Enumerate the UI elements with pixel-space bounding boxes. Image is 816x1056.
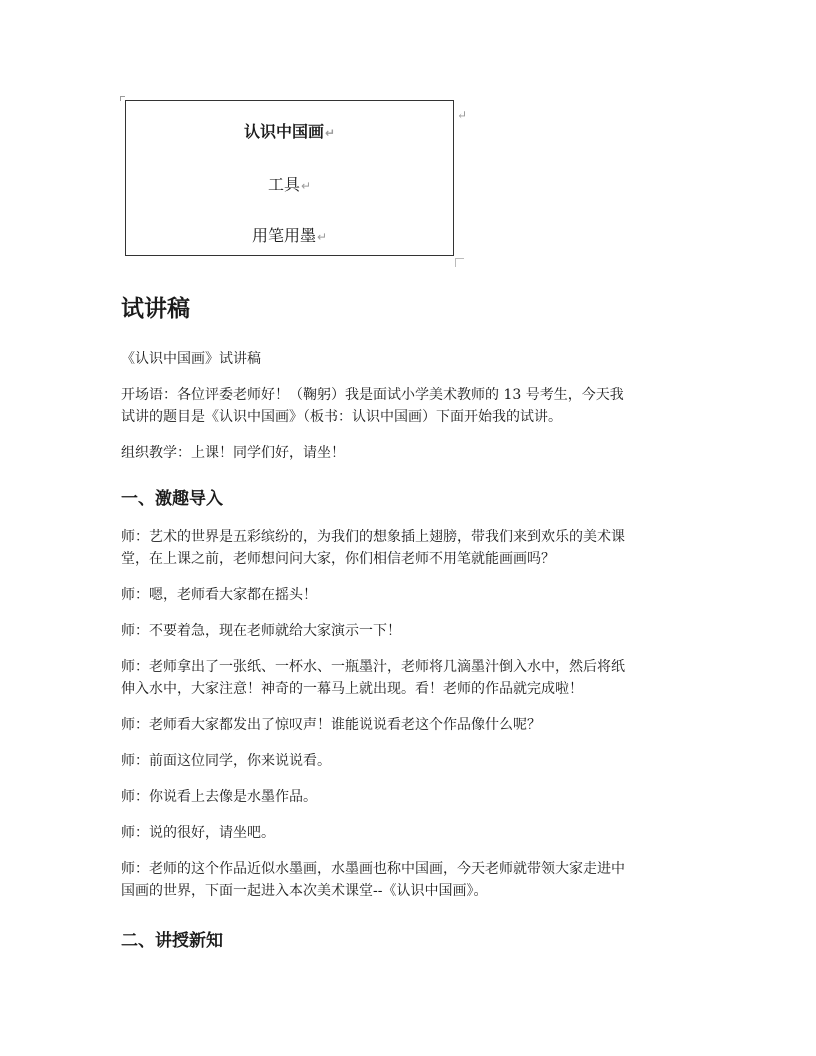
page-heading: 试讲稿 — [121, 296, 190, 322]
row-end-mark-icon: ↵ — [457, 108, 468, 122]
blackboard-outline-box — [125, 100, 454, 256]
section-1-line: 伸入水中，大家注意！神奇的一幕马上就出现。看！老师的作品就完成啦！ — [121, 681, 583, 697]
doc-subtitle: 《认识中国画》试讲稿 — [121, 351, 261, 367]
section-1-heading: 一、激趣导入 — [121, 489, 223, 509]
board-line-tools-text: 工具 — [267, 175, 300, 194]
board-title-text: 认识中国画 — [243, 122, 324, 141]
board-line-tools — [126, 172, 453, 195]
section-1-line: 师：艺术的世界是五彩缤纷的，为我们的想象插上翅膀，带我们来到欢乐的美术课 — [121, 529, 625, 545]
table-resize-handle — [455, 258, 464, 267]
section-1-line: 师：老师的这个作品近似水墨画，水墨画也称中国画，今天老师就带领大家走进中 — [121, 861, 625, 877]
opening-paragraph-line-2: 试讲的题目是《认识中国画》（板书：认识中国画）下面开始我的试讲。 — [121, 409, 562, 425]
section-1-line: 堂，在上课之前，老师想问问大家，你们相信老师不用笔就能画画吗？ — [121, 551, 555, 567]
section-1-line: 师：你说看上去像是水墨作品。 — [121, 789, 317, 805]
section-1-line: 国画的世界，下面一起进入本次美术课堂--《认识中国画》。 — [121, 883, 488, 899]
paragraph-mark-icon: ↵ — [316, 230, 328, 244]
paragraph-mark-icon: ↵ — [300, 179, 312, 193]
board-line-brush-ink — [126, 223, 453, 246]
opening-paragraph-line-1: 开场语：各位评委老师好！（鞠躬）我是面试小学美术教师的 13 号考生，今天我 — [121, 387, 624, 403]
class-organization-paragraph: 组织教学：上课！同学们好，请坐！ — [121, 445, 345, 461]
section-1-line: 师：嗯，老师看大家都在摇头！ — [121, 587, 317, 603]
section-1-line: 师：不要着急，现在老师就给大家演示一下！ — [121, 623, 401, 639]
section-1-line: 师：老师看大家都发出了惊叹声！谁能说说看老这个作品像什么呢？ — [121, 717, 541, 733]
section-1-line: 师：老师拿出了一张纸、一杯水、一瓶墨汁，老师将几滴墨汁倒入水中，然后将纸 — [121, 659, 625, 675]
section-1-line: 师：说的很好，请坐吧。 — [121, 825, 275, 841]
board-line-brush-ink-text: 用笔用墨 — [251, 226, 316, 245]
section-1-line: 师：前面这位同学，你来说说看。 — [121, 753, 331, 769]
board-title — [126, 119, 453, 142]
paragraph-mark-icon: ↵ — [324, 126, 336, 140]
section-2-heading: 二、讲授新知 — [121, 931, 223, 951]
